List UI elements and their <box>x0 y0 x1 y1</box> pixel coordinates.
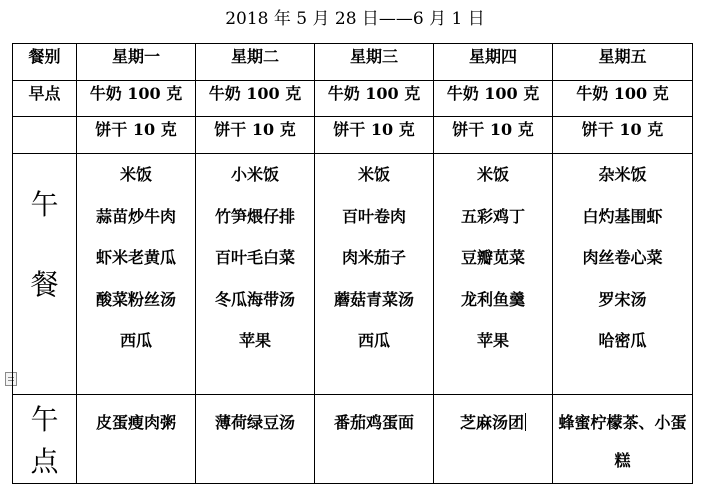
snack-monday <box>77 395 196 484</box>
lunch-tuesday <box>196 154 315 395</box>
header-row <box>13 44 693 81</box>
breakfast-label: 早点 <box>13 81 77 117</box>
breakfast-milk-monday: 牛奶 100 克 <box>77 81 196 117</box>
breakfast-milk-wednesday: 牛奶 100 克 <box>315 81 434 117</box>
snack-label-top: 午 <box>30 403 59 436</box>
day-header-monday: 星期一 <box>77 44 196 81</box>
list-item: 蒜苗炒牛肉 <box>95 206 176 226</box>
snack-row <box>13 395 693 484</box>
list-item: 西瓜 <box>119 331 152 350</box>
list-item: 米饭 <box>476 165 509 184</box>
breakfast-biscuit-friday: 饼干 10 克 <box>553 117 693 154</box>
breakfast-milk-thursday: 牛奶 100 克 <box>434 81 553 117</box>
lunch-label-top: 午 <box>30 188 59 221</box>
list-item: 小米饭 <box>230 165 279 184</box>
list-item: 西瓜 <box>357 331 390 350</box>
breakfast-biscuit-thursday: 饼干 10 克 <box>434 117 553 154</box>
page-title: 2018 年 5 月 28 日——6 月 1 日 <box>225 9 485 29</box>
list-item: 罗宋汤 <box>598 289 647 309</box>
list-item: 五彩鸡丁 <box>460 206 525 226</box>
list-item: 虾米老黄瓜 <box>95 248 176 267</box>
breakfast-label-empty <box>13 117 77 154</box>
day-header-tuesday: 星期二 <box>196 44 315 81</box>
list-item: 苹果 <box>476 331 509 350</box>
list-item: 米饭 <box>357 165 390 184</box>
list-item: 百叶卷肉 <box>341 206 406 226</box>
snack-label-bottom: 点 <box>30 445 59 478</box>
list-item: 芝麻汤团 <box>459 413 524 432</box>
snack-thursday[interactable] <box>434 395 553 484</box>
breakfast-biscuit-tuesday: 饼干 10 克 <box>196 117 315 154</box>
list-item: 番茄鸡蛋面 <box>333 413 414 432</box>
snack-label <box>13 395 77 484</box>
list-item: 米饭 <box>119 165 152 184</box>
lunch-friday <box>553 154 693 395</box>
list-item: 龙利鱼羹 <box>460 289 525 309</box>
snack-tuesday <box>196 395 315 484</box>
lunch-thursday <box>434 154 553 395</box>
list-item: 蜂蜜柠檬茶、小蛋糕 <box>558 413 687 470</box>
breakfast-row-1 <box>13 81 693 117</box>
list-item: 竹笋煨仔排 <box>214 206 295 226</box>
list-item: 杂米饭 <box>598 165 647 184</box>
day-header-thursday: 星期四 <box>434 44 553 81</box>
list-item: 白灼基围虾 <box>582 206 663 226</box>
lunch-label <box>13 154 77 395</box>
lunch-monday <box>77 154 196 395</box>
snack-friday <box>553 395 693 484</box>
breakfast-row-2 <box>13 117 693 154</box>
breakfast-milk-friday: 牛奶 100 克 <box>553 81 693 117</box>
lunch-wednesday <box>315 154 434 395</box>
lunch-row <box>13 154 693 395</box>
lunch-label-bottom: 餐 <box>30 268 59 301</box>
list-item: 豆瓣苋菜 <box>460 248 525 267</box>
snack-thursday-wrap <box>434 395 552 436</box>
list-item: 肉米茄子 <box>341 248 406 267</box>
list-item: 薄荷绿豆汤 <box>214 413 295 432</box>
meal-column-header: 餐别 <box>13 44 77 81</box>
text-cursor <box>525 413 526 431</box>
breakfast-biscuit-wednesday: 饼干 10 克 <box>315 117 434 154</box>
day-header-wednesday: 星期三 <box>315 44 434 81</box>
list-item: 皮蛋瘦肉粥 <box>95 413 176 432</box>
list-item: 酸菜粉丝汤 <box>95 289 176 309</box>
list-item: 苹果 <box>238 331 271 350</box>
list-item: 哈密瓜 <box>598 331 647 350</box>
day-header-friday: 星期五 <box>553 44 693 81</box>
snack-wednesday <box>315 395 434 484</box>
breakfast-milk-tuesday: 牛奶 100 克 <box>196 81 315 117</box>
weekly-menu-table <box>12 43 693 484</box>
breakfast-biscuit-monday: 饼干 10 克 <box>77 117 196 154</box>
list-item: 百叶毛白菜 <box>214 248 295 267</box>
list-item: 肉丝卷心菜 <box>582 248 663 267</box>
list-item: 冬瓜海带汤 <box>214 289 295 309</box>
list-item: 蘑菇青菜汤 <box>333 289 414 309</box>
